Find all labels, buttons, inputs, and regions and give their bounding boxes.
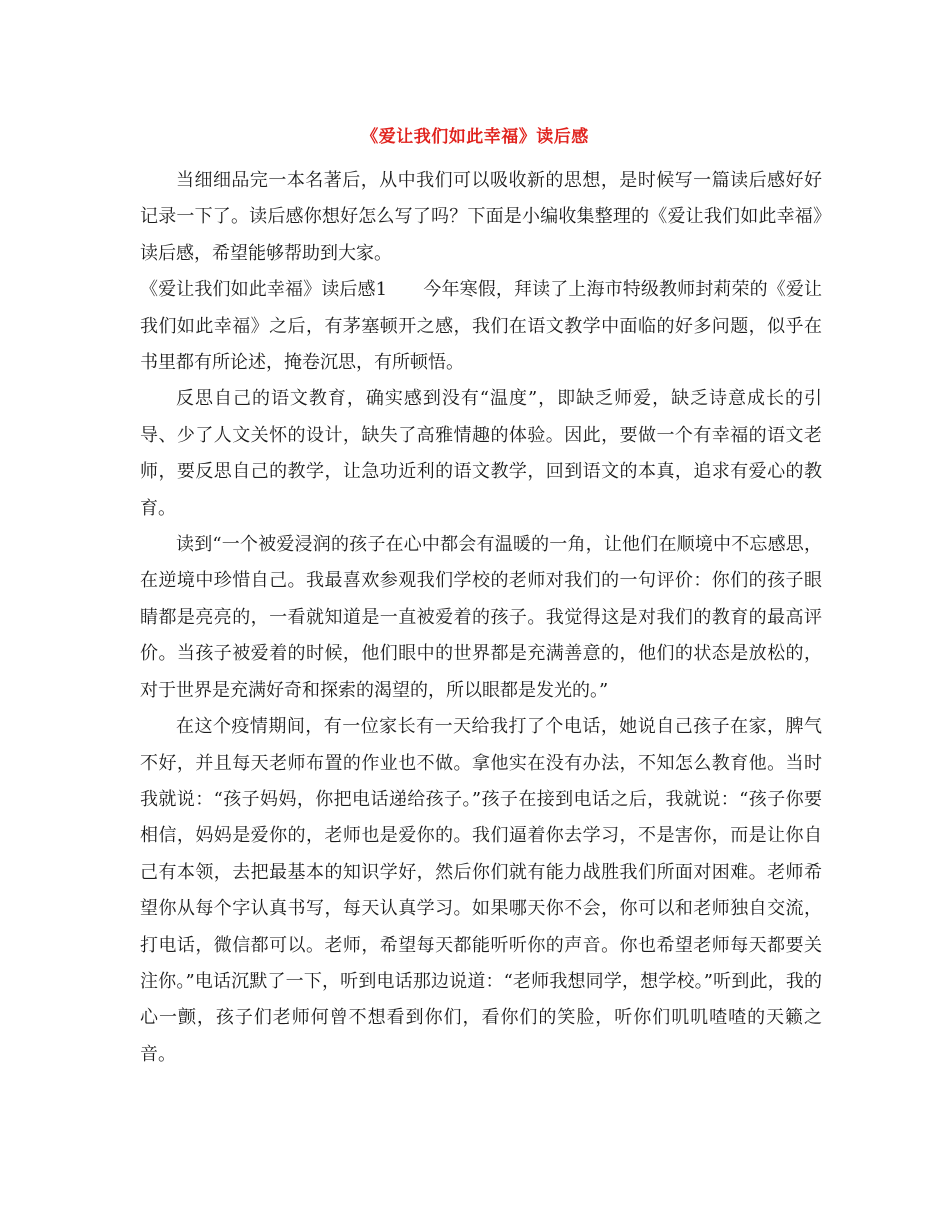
paragraph-review-1: 《爱让我们如此幸福》读后感1 今年寒假，拜读了上海市特级教师封莉荣的《爱让我们如此幸福》之后，有茅塞顿开之感，我们在语文教学中面临的好多问题，似乎在书里都有所论述，掩卷沉思，有所顿悟。 [140, 279, 822, 374]
paragraph-intro: 当细细品完一本名著后，从中我们可以吸收新的思想，是时候写一篇读后感好好记录一下了。读后感你想好怎么写了吗？下面是小编收集整理的《爱让我们如此幸福》读后感，希望能够帮助到大家。 [140, 170, 822, 264]
document-title: 《爱让我们如此幸福》读后感 [361, 127, 589, 147]
paragraph-reflection: 反思自己的语文教育，确实感到没有“温度”，即缺乏师爱，缺乏诗意成长的引导、少了人文关怀的设计，缺失了高雅情趣的体验。因此，要做一个有幸福的语文老师，要反思自己的教学，让急功近利的语文教学，回到语文的本真，追求有爱心的教育。 [140, 388, 822, 519]
paragraph-quote: 读到“一个被爱浸润的孩子在心中都会有温暖的一角，让他们在顺境中不忘感思，在逆境中珍惜自己。我最喜欢参观我们学校的老师对我们的一句评价：你们的孩子眼睛都是亮亮的，一看就知道是一直被爱着的孩子。我觉得这是对我们的教育的最高评价。当孩子被爱着的时候，他们眼中的世界都是充满善意的，他们的状态是放松的，对于世界是充满好奇和探索的渴望的，所以眼都是发光的。” [140, 534, 822, 701]
paragraph-phone-call: 在这个疫情期间，有一位家长有一天给我打了个电话，她说自己孩子在家，脾气不好，并且每天老师布置的作业也不做。拿他实在没有办法，不知怎么教育他。当时我就说：“孩子妈妈，你把电话递给孩子。”孩子在接到电话之后，我就说：“孩子你要相信，妈妈是爱你的，老师也是爱你的。我们逼着你去学习，不是害你，而是让你自己有本领，去把最基本的知识学好，然后你们就有能力战胜我们所面对困难。老师希望你从每个字认真书写，每天认真学习。如果哪天你不会，你可以和老师独自交流，打电话，微信都可以。老师，希望每天都能听听你的声音。你也希望老师每天都要关注你。”电话沉默了一下，听到电话那边说道：“老师我想同学，想学校。”听到此，我的心一颤，孩子们老师何曾不想看到你们，看你们的笑脸，听你们叽叽喳喳的天籁之音。 [140, 716, 822, 1065]
document-body [140, 163, 822, 1073]
